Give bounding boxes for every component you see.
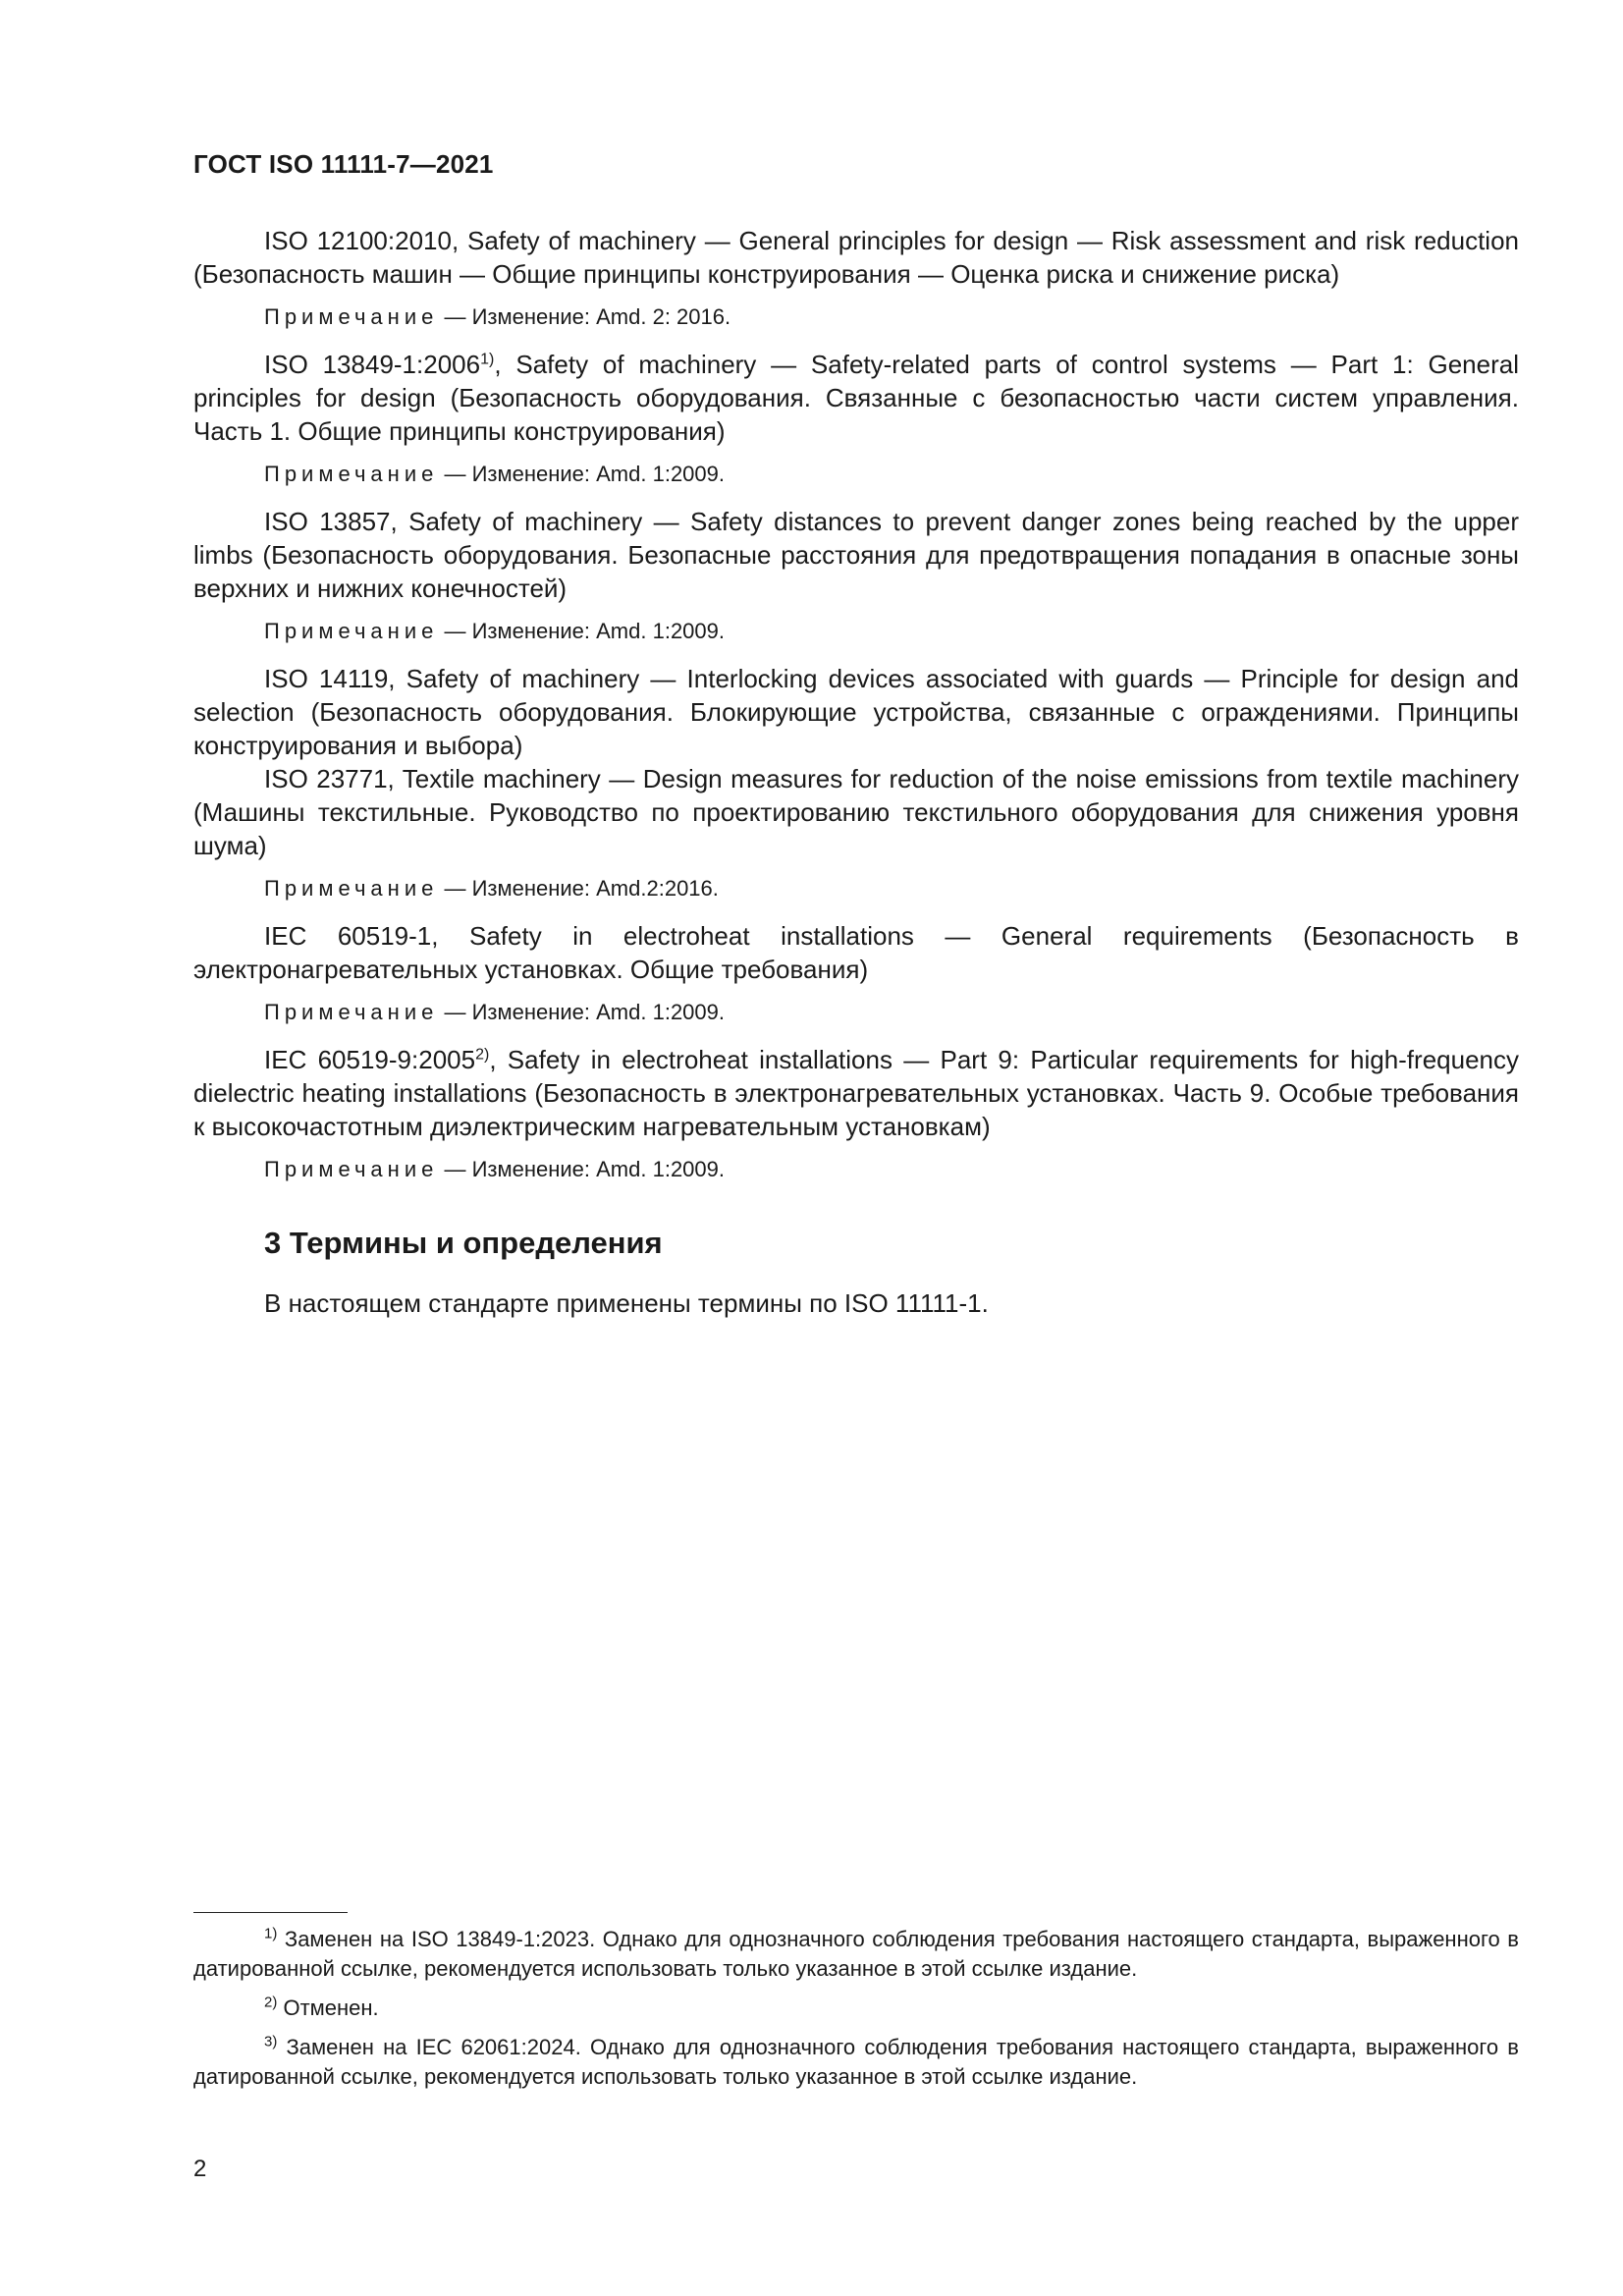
footnotes [193,1925,1519,2102]
note-label: Примечание [264,619,439,643]
reference-item: ISO 23771, Textile machinery — Design measures for reduction of the noise emissions from textile machinery (Машины текстильные. Руководство по проектированию текстильного оборудования для снижения уровня шума) [193,764,1519,860]
reference-note: Примечание — Изменение: Amd. 1:2009. [264,1157,725,1181]
footnote: $^{3)}$ Заменен на IEC 62061:2024. Однако для однозначного соблюдения требования настоящего стандарта, выраженного в датированной ссылке, рекомендуется использовать только указанное в этой ссылке издание. [193,2033,1519,2089]
note-label: Примечание [264,1000,439,1024]
reference-item: IEC 60519-1, Safety in electroheat installations — General requirements (Безопасность в электронагревательных установках. Общие требования) [193,921,1519,984]
footnote: $^{1)}$ Заменен на ISO 13849-1:2023. Однако для однозначного соблюдения требования настоящего стандарта, выраженного в датированной ссылке, рекомендуется использовать только указанное в этой ссылке издание. [193,1925,1519,1981]
document-header: ГОСТ ISO 11111-7—2021 [193,149,494,179]
reference-item: ISO 13857, Safety of machinery — Safety distances to prevent danger zones being reached by the upper limbs (Безопасность оборудования. Безопасные расстояния для предотвращения попадания в опасные зоны верхних и нижних конечностей) [193,507,1519,603]
reference-item: ISO 14119, Safety of machinery — Interlocking devices associated with guards — Principle for design and selection (Безопасность оборудования. Блокирующие устройства, связанные с ограждениями. Принципы конструирования и выбора) [193,664,1519,760]
reference-note: Примечание — Изменение: Amd. 1:2009. [264,1000,725,1024]
footnote-ref: 1) [480,351,495,368]
note-label: Примечание [264,462,439,486]
note-label: Примечание [264,1157,439,1181]
footnote-divider [193,1912,348,1913]
section-intro: В настоящем стандарте применены термины по ISO 11111-1. [264,1288,989,1318]
reference-item: ISO 12100:2010, Safety of machinery — General principles for design — Risk assessment and risk reduction (Безопасность машин — Общие принципы конструирования — Оценка риска и снижение риска) [193,226,1519,289]
references-list [193,224,1519,1319]
page-number: 2 [193,2156,207,2182]
footnote: $^{2)}$ Отменен. [264,1994,379,2020]
note-label: Примечание [264,876,439,901]
footnote-ref: 2) [475,1046,490,1064]
reference-note: Примечание — Изменение: Amd.2:2016. [264,876,719,901]
reference-note: Примечание — Изменение: Amd. 1:2009. [264,462,725,486]
section-heading: 3 Термины и определения [264,1226,663,1260]
reference-note: Примечание — Изменение: Amd. 2: 2016. [264,304,731,329]
reference-item: IEC 60519-9:2005$^{2)}$, Safety in electroheat installations — Part 9: Particular requirements for high-frequency dielectric heating installations (Безопасность в электронагревательных установках. Часть 9. Особые требования к высокочастотным диэлектрическим нагревательным установкам) [193,1045,1519,1141]
reference-item: ISO 13849-1:2006$^{1)}$, Safety of machinery — Safety-related parts of control systems — Part 1: General principles for design (Безопасность оборудования. Связанные с безопасностью части систем управления. Часть 1. Общие принципы конструирования) [193,350,1519,446]
note-label: Примечание [264,304,439,329]
reference-note: Примечание — Изменение: Amd. 1:2009. [264,619,725,643]
